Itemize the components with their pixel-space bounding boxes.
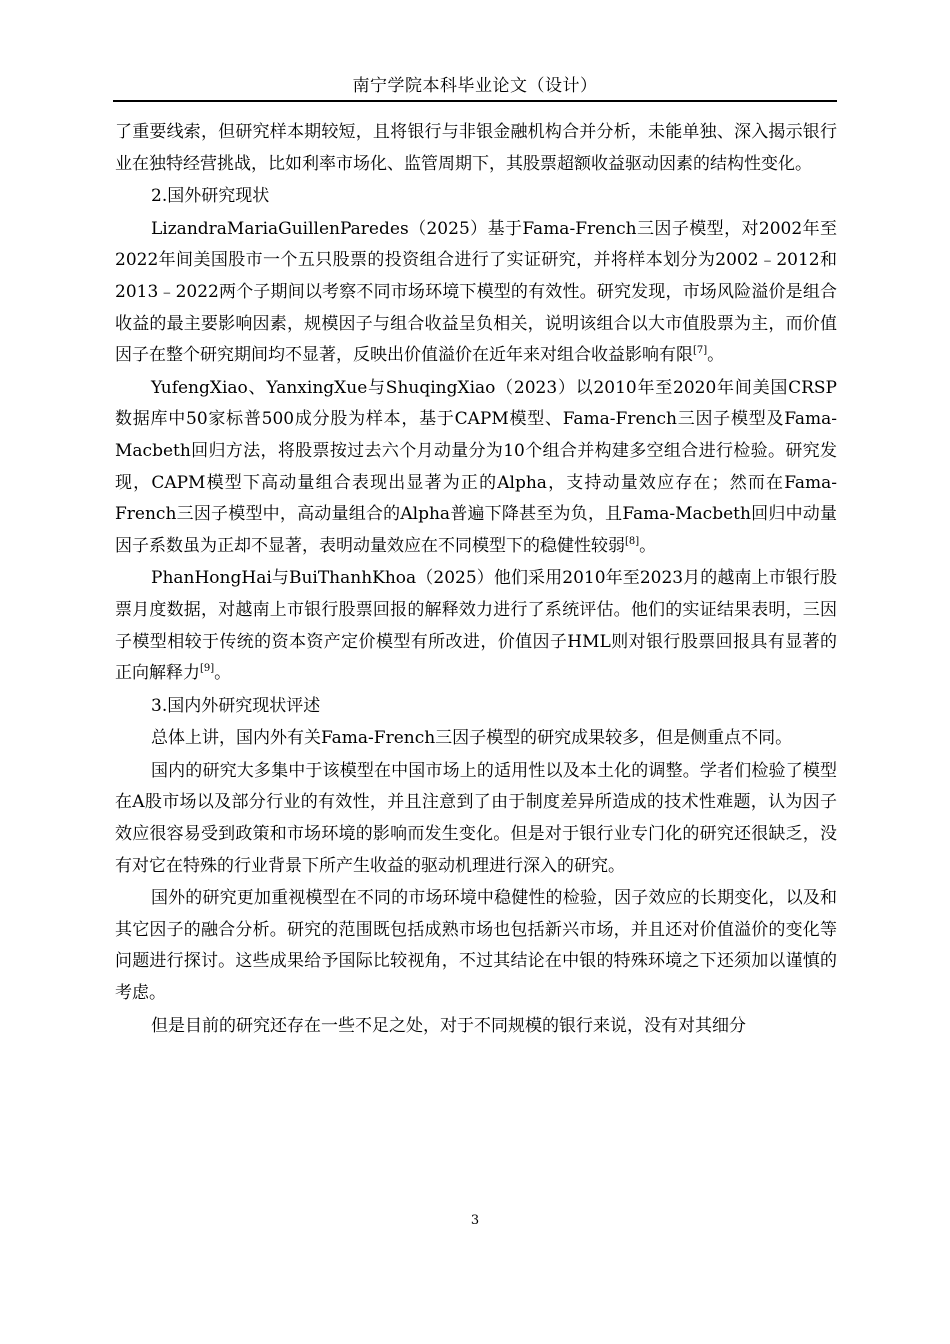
paragraph-tail: 。	[639, 535, 657, 556]
paragraph-text: 总体上讲，国内外有关Fama-French三因子模型的研究成果较多，但是侧重点不同。	[151, 728, 793, 749]
citation-ref: [9]	[200, 663, 215, 675]
paragraph-overview	[115, 723, 837, 755]
paragraph-shortcomings	[115, 1011, 837, 1043]
paragraph-text: LizandraMariaGuillenParedes（2025）基于Fama-French三因子模型，对2002年至2022年间美国股市一个五只股票的投资组合进行了实证研究，并将样本划分为2002﹣2012和2013﹣2022两个子期间以考察不同市场环境下模型的有效性。研究发现，市场风险溢价是组合收益的最主要影响因素，规模因子与组合收益呈负相关，说明该组合以大市值股票为主，而价值因子在整个研究期间均不显著，反映出价值溢价在近年来对组合收益影响有限	[115, 218, 837, 366]
section-heading-text: 3.国内外研究现状评述	[151, 695, 321, 716]
paragraph-tail: 。	[214, 663, 232, 684]
paragraph-text: YufengXiao、YanxingXue与ShuqingXiao（2023）以2010年至2020年间美国CRSP数据库中50家标普500成分股为样本，基于CAPM模型、Fama-French三因子模型及Fama-Macbeth回归方法，将股票按过去六个月动量分为10个组合并构建多空组合进行检验。研究发现，CAPM模型下高动量组合表现出显著为正的Alpha，支持动量效应存在；然而在Fama-French三因子模型中，高动量组合的Alpha普遍下降甚至为负，且Fama-Macbeth回归中动量因子系数虽为正却不显著，表明动量效应在不同模型下的稳健性较弱	[115, 377, 837, 556]
body-text	[115, 117, 837, 1043]
section-heading-text: 2.国外研究现状	[151, 186, 270, 207]
paragraph-continued	[115, 117, 837, 180]
citation-ref: [8]	[625, 535, 640, 547]
paragraph-text: 国外的研究更加重视模型在不同的市场环境中稳健性的检验，因子效应的长期变化，以及和其它因子的融合分析。研究的范围既包括成熟市场也包括新兴市场，并且还对价值溢价的变化等问题进行探讨。这些成果给予国际比较视角，不过其结论在中银的特殊环境之下还须加以谨慎的考虑。	[115, 888, 837, 1004]
section-heading-foreign-research	[115, 181, 837, 213]
citation-ref: [7]	[693, 345, 708, 357]
page-header-title: 南宁学院本科毕业论文（设计）	[352, 76, 598, 96]
paragraph-domestic-research	[115, 756, 837, 882]
section-heading-review	[115, 691, 837, 723]
header-divider	[113, 100, 837, 102]
paragraph-tail: 。	[707, 345, 725, 366]
paragraph-xiao-2023	[115, 373, 837, 563]
paragraph-phan-2025	[115, 563, 837, 689]
paragraph-text: 国内的研究大多集中于该模型在中国市场上的适用性以及本土化的调整。学者们检验了模型在A股市场以及部分行业的有效性，并且注意到了由于制度差异所造成的技术性难题，认为因子效应很容易受到政策和市场环境的影响而发生变化。但是对于银行业专门化的研究还很缺乏，没有对它在特殊的行业背景下所产生收益的驱动机理进行深入的研究。	[115, 760, 837, 876]
paragraph-foreign-research	[115, 883, 837, 1009]
paragraph-text: 但是目前的研究还存在一些不足之处，对于不同规模的银行来说，没有对其细分	[151, 1015, 746, 1036]
paragraph-text: PhanHongHai与BuiThanhKhoa（2025）他们采用2010年至2023月的越南上市银行股票月度数据，对越南上市银行股票回报的解释效力进行了系统评估。他们的实证结果表明，三因子模型相较于传统的资本资产定价模型有所改进，价值因子HML则对银行股票回报具有显著的正向解释力	[115, 568, 837, 684]
paragraph-text: 了重要线索，但研究样本期较短，且将银行与非银金融机构合并分析，未能单独、深入揭示银行业在独特经营挑战，比如利率市场化、监管周期下，其股票超额收益驱动因素的结构性变化。	[115, 122, 837, 174]
paragraph-paredes-2025	[115, 214, 837, 372]
page-number: 3	[470, 1213, 480, 1228]
